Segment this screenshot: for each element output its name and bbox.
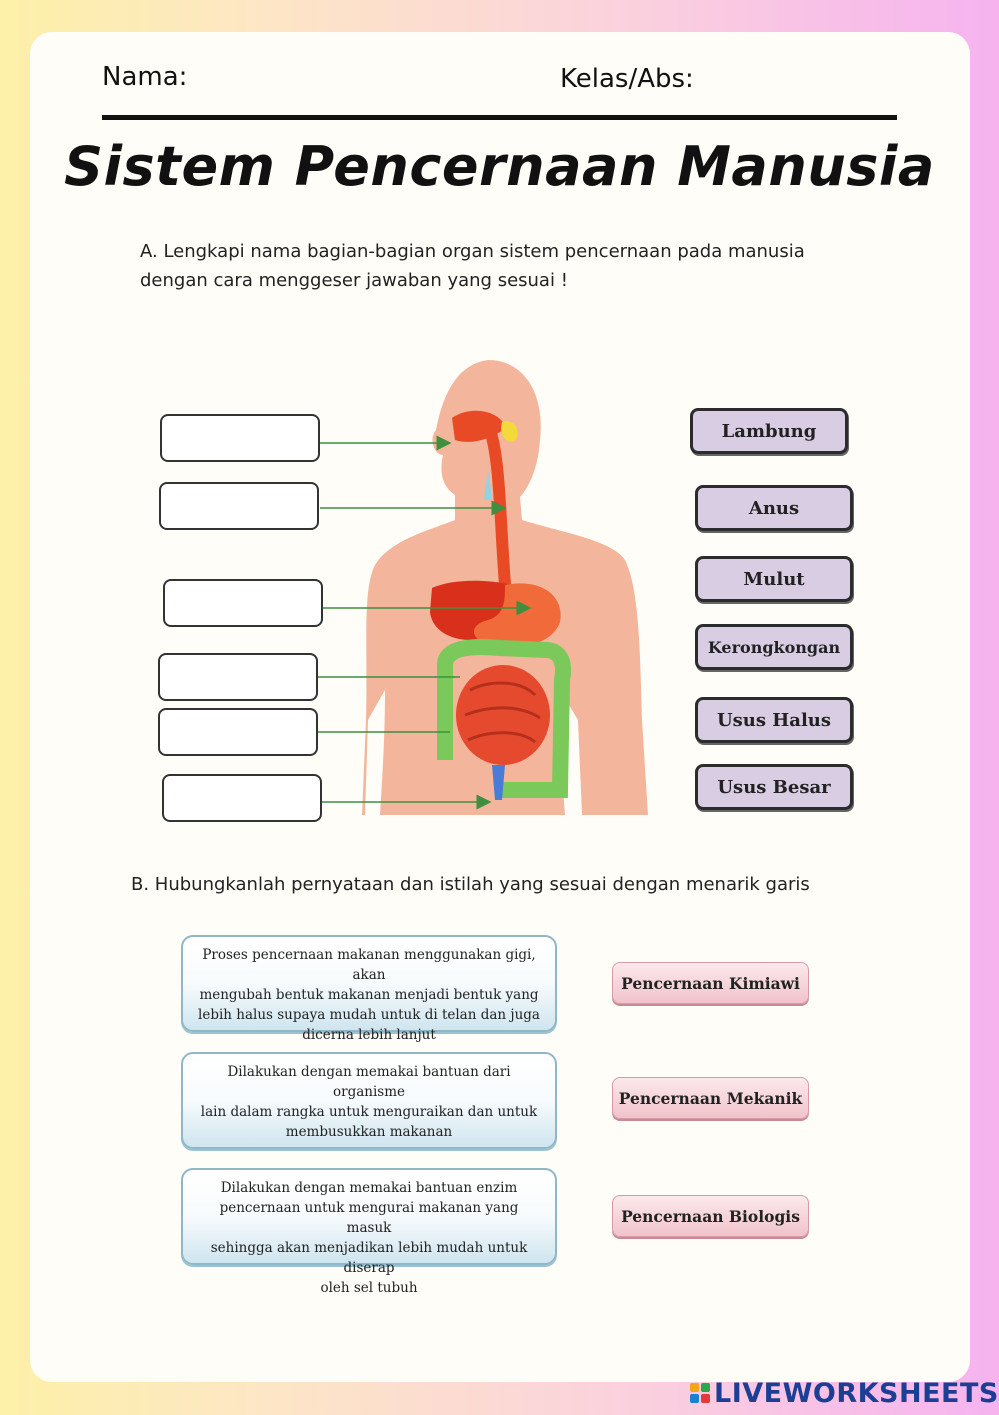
- answer-box-5[interactable]: [158, 708, 318, 756]
- word-kerongkongan[interactable]: Kerongkongan: [695, 624, 853, 670]
- section-a-instruction-line1: A. Lengkapi nama bagian-bagian organ sistem pencernaan pada manusia: [140, 241, 805, 262]
- word-usus-besar[interactable]: Usus Besar: [695, 764, 853, 810]
- statement-3-line: pencernaan untuk mengurai makanan yang masuk: [219, 1200, 519, 1236]
- statement-2[interactable]: [181, 1052, 557, 1149]
- answer-box-6[interactable]: [162, 774, 322, 822]
- statement-1-line: dicerna lebih lanjut: [302, 1027, 436, 1043]
- section-b-instruction: B. Hubungkanlah pernyataan dan istilah yang sesuai dengan menarik garis: [131, 874, 810, 895]
- answer-box-1[interactable]: [160, 414, 320, 462]
- answer-box-2[interactable]: [159, 482, 319, 530]
- name-label: Nama:: [102, 62, 188, 92]
- word-mulut[interactable]: Mulut: [695, 556, 853, 602]
- statement-2-line: Dilakukan dengan memakai bantuan dari organisme: [227, 1064, 511, 1100]
- liveworksheets-logo: [690, 1376, 999, 1410]
- page-title: Sistem Pencernaan Manusia: [64, 135, 935, 198]
- statement-1-line: mengubah bentuk makanan menjadi bentuk yang: [199, 987, 539, 1003]
- answer-box-3[interactable]: [163, 579, 323, 627]
- statement-3-line: sehingga akan menjadikan lebih mudah untuk diserap: [210, 1240, 528, 1276]
- liveworksheets-brand-text: LIVEWORKSHEETS: [714, 1377, 999, 1409]
- statement-3-line: Dilakukan dengan memakai bantuan enzim: [220, 1180, 518, 1196]
- statement-1-line: Proses pencernaan makanan menggunakan gigi, akan: [202, 947, 536, 983]
- statement-1-line: lebih halus supaya mudah untuk di telan dan juga: [198, 1007, 540, 1023]
- statement-3[interactable]: [181, 1168, 557, 1296]
- term-pencernaan-biologis[interactable]: Pencernaan Biologis: [612, 1195, 809, 1237]
- word-lambung[interactable]: Lambung: [690, 408, 848, 454]
- word-anus[interactable]: Anus: [695, 485, 853, 531]
- liveworksheets-logo-icon: [690, 1383, 710, 1403]
- word-usus-halus[interactable]: Usus Halus: [695, 697, 853, 743]
- term-pencernaan-mekanik[interactable]: Pencernaan Mekanik: [612, 1077, 809, 1119]
- term-pencernaan-kimiawi[interactable]: Pencernaan Kimiawi: [612, 962, 809, 1004]
- statement-2-line: lain dalam rangka untuk menguraikan dan untuk: [200, 1104, 538, 1120]
- answer-box-4[interactable]: [158, 653, 318, 701]
- section-a-instruction-line2: dengan cara menggeser jawaban yang sesuai !: [140, 270, 568, 291]
- statement-2-line: membusukkan makanan: [285, 1124, 453, 1140]
- statement-3-line: oleh sel tubuh: [320, 1280, 418, 1296]
- statement-1[interactable]: [181, 935, 557, 1043]
- class-label: Kelas/Abs:: [560, 64, 694, 94]
